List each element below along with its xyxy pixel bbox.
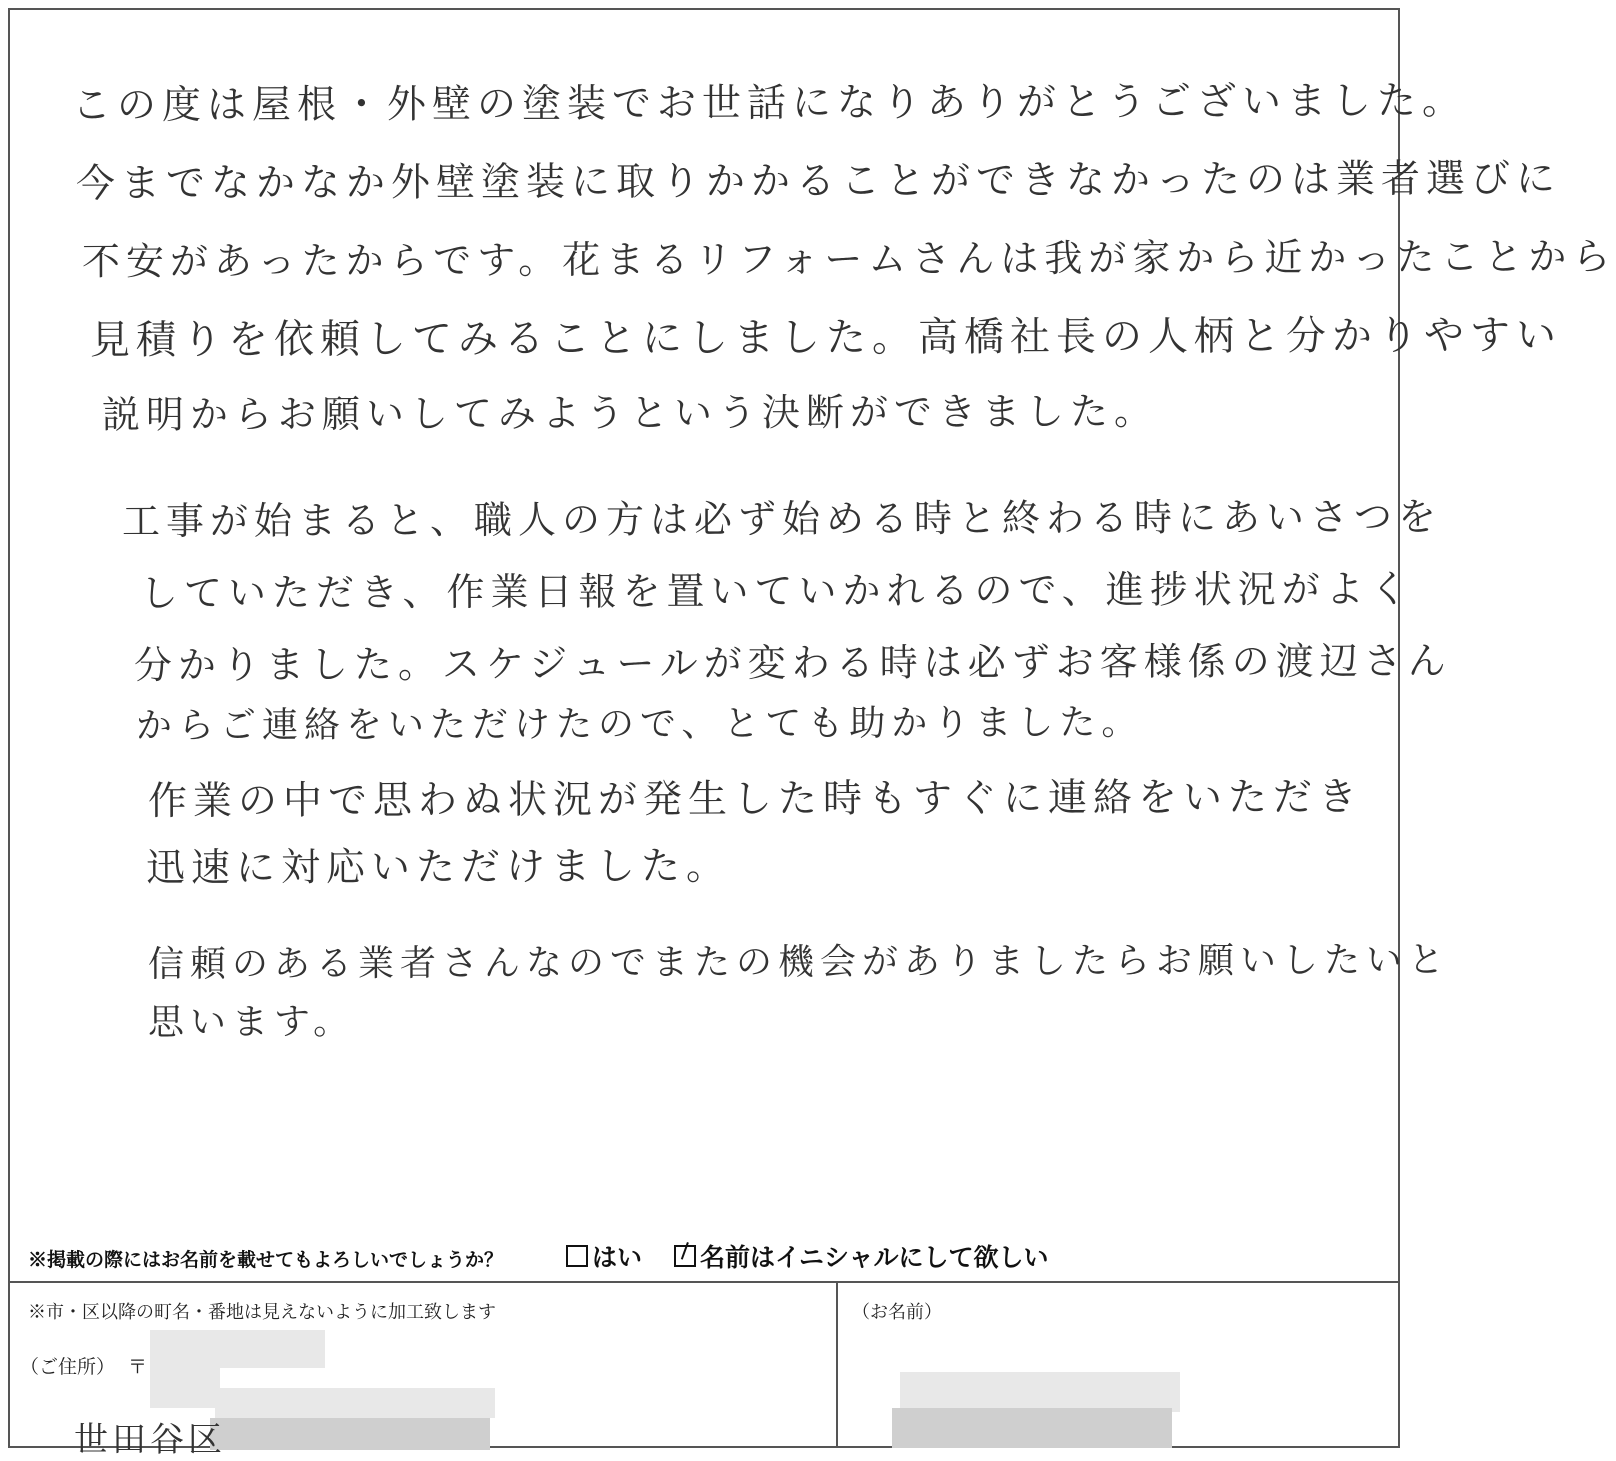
address-note: ※市・区以降の町名・番地は見えないように加工致します: [28, 1302, 496, 1322]
redacted-address-2: [215, 1388, 495, 1418]
postal-mark: 〒: [128, 1357, 148, 1378]
letter-line-9: からご連絡をいただけたので、とても助かりました。: [135, 702, 1144, 747]
publication-question: ※掲載の際にはお名前を載せてもよろしいでしょうか？: [28, 1250, 504, 1271]
letter-line-12: 信頼のある業者さんなのでまたの機会がありましたらお願いしたいと: [147, 939, 1451, 986]
letter-line-3: 不安があったからです。花まるリフォームさんは我が家から近かったことから: [81, 234, 1616, 284]
letter-line-4: 見積りを依頼してみることにしました。高橋社長の人柄と分かりやすい: [89, 312, 1563, 364]
checkbox-yes[interactable]: [566, 1245, 588, 1267]
column-divider: [836, 1281, 838, 1446]
option-yes[interactable]: [566, 1238, 642, 1274]
checkbox-initials-checked[interactable]: [674, 1245, 696, 1267]
option-initials-label: 名前はイニシャルにして欲しい: [700, 1244, 1049, 1272]
redacted-postal-code: [150, 1330, 325, 1368]
redacted-address-3: [210, 1418, 490, 1450]
option-initials[interactable]: [674, 1238, 1049, 1274]
redacted-name-2: [892, 1408, 1172, 1448]
letter-line-13: 思います。: [147, 1001, 356, 1044]
letter-line-6: 工事が始まると、職人の方は必ず始める時と終わる時にあいさつを: [121, 494, 1443, 544]
form-divider: [10, 1281, 1398, 1283]
letter-line-2: 今までなかなか外壁塗装に取りかかることができなかったのは業者選びに: [75, 156, 1562, 207]
letter-line-1: この度は屋根・外壁の塗装でお世話になりありがとうございました。: [71, 78, 1468, 129]
address-ward: 世田谷区: [74, 1420, 226, 1460]
option-yes-label: はい: [592, 1244, 643, 1272]
letter-line-11: 迅速に対応いただけました。: [145, 843, 732, 892]
letter-line-7: していただき、作業日報を置いていかれるので、進捗状況がよく: [139, 566, 1414, 616]
letter-line-5: 説明からお願いしてみようという決断ができました。: [101, 389, 1159, 437]
survey-sheet: [8, 8, 1616, 1460]
name-label: （お名前）: [852, 1302, 942, 1322]
redacted-name-1: [900, 1372, 1180, 1412]
redacted-address-1: [150, 1368, 220, 1408]
letter-line-10: 作業の中で思わぬ状況が発生した時もすぐに連絡をいただき: [147, 774, 1364, 825]
letter-line-8: 分かりました。スケジュールが変わる時は必ずお客様係の渡辺さん: [133, 638, 1452, 688]
address-label: （ご住所）: [20, 1357, 116, 1378]
